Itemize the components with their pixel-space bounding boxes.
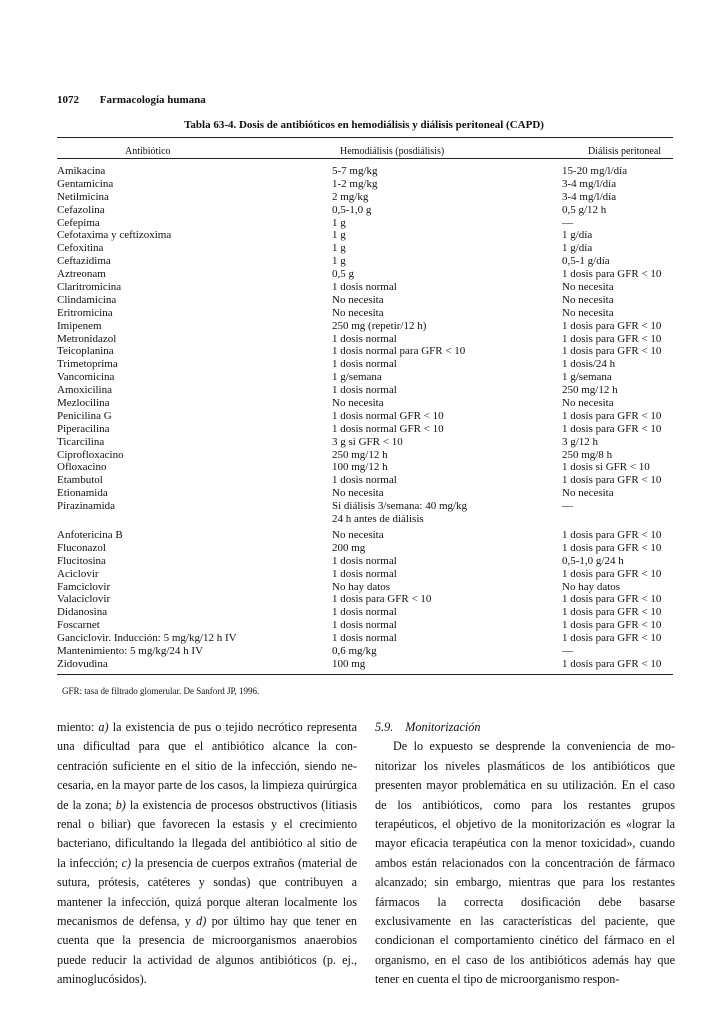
- table-row: [57, 294, 677, 307]
- table-header-rule: [57, 158, 673, 159]
- table-row: [57, 658, 677, 671]
- cell-hemodialysis: No hay datos: [332, 580, 391, 593]
- table-row: [57, 529, 677, 542]
- cell-peritoneal: —: [562, 644, 573, 657]
- cell-peritoneal: 1 dosis para GFR < 10: [562, 332, 662, 345]
- list-marker: d): [196, 914, 207, 929]
- cell-antibiotic: Gentamicina: [57, 177, 114, 190]
- list-marker: b): [115, 797, 126, 812]
- cell-antibiotic: Ciprofloxacino: [57, 448, 124, 461]
- cell-hemodialysis: 0,5-1,0 g: [332, 203, 372, 216]
- cell-hemodialysis: No necesita: [332, 397, 384, 410]
- table-row: [57, 204, 677, 217]
- cell-peritoneal: 3 g/12 h: [562, 435, 599, 448]
- table-row: [57, 487, 677, 500]
- page-header: [57, 94, 206, 106]
- table-row: [57, 242, 677, 255]
- cell-hemodialysis: 2 mg/kg: [332, 190, 369, 203]
- cell-antibiotic: Amikacina: [57, 165, 106, 177]
- cell-antibiotic: Metronidazol: [57, 332, 117, 345]
- table-row: [57, 581, 677, 594]
- cell-peritoneal: No necesita: [562, 306, 614, 319]
- cell-antibiotic: Pirazinamida: [57, 500, 116, 513]
- cell-peritoneal: 15-20 mg/l/día: [562, 165, 628, 177]
- cell-peritoneal: 1 g/semana: [562, 371, 612, 384]
- cell-antibiotic: Mantenimiento: 5 mg/kg/24 h IV: [57, 644, 204, 657]
- table-row: [57, 255, 677, 268]
- section-title: Monitorización: [405, 720, 481, 734]
- cell-hemodialysis: 250 mg/12 h: [332, 448, 388, 461]
- cell-peritoneal: 1 dosis para GFR < 10: [562, 474, 662, 487]
- section-heading: [375, 718, 675, 737]
- cell-peritoneal: 1 g/día: [562, 242, 593, 255]
- cell-hemodialysis: 1 dosis normal para GFR < 10: [332, 345, 466, 358]
- cell-hemodialysis: 1 dosis normal GFR < 10: [332, 409, 444, 422]
- cell-peritoneal: 1 dosis si GFR < 10: [562, 461, 650, 474]
- cell-antibiotic: Imipenem: [57, 319, 102, 332]
- cell-hemodialysis: 1 dosis normal: [332, 554, 397, 567]
- body-paragraph-left: [57, 718, 357, 990]
- cell-hemodialysis: 1 g: [332, 255, 346, 268]
- cell-hemodialysis: 1 g/semana: [332, 371, 382, 384]
- cell-antibiotic: Etionamida: [57, 487, 108, 500]
- cell-peritoneal: 1 dosis para GFR < 10: [562, 528, 662, 541]
- table-row: [57, 606, 677, 619]
- cell-peritoneal: 0,5-1,0 g/24 h: [562, 554, 624, 567]
- body-paragraph-right: De lo expuesto se desprende la conveniencia de monitorizar los niveles plasmáticos de los antibióticos que presenten mayor problemática en su utilización. En el caso de los antibióticos, como para los restantes grupos terapéuticos, el objetivo de la monitorización es «lograr la mayor eficacia terapéutica con la menor toxicidad», cuando ambos están relacionados con la concentración de fármaco alcanzado; sin embargo, mientras que para los restantes fármacos la correcta dosificación debe basarse exclusivamente en las características del paciente, que condicionan el comportamiento cinético del fármaco en el organismo, en el caso de los antibióticos además hay que tener en cuenta el tipo de microorganismo respon-: [375, 739, 675, 987]
- cell-hemodialysis: No necesita: [332, 487, 384, 500]
- cell-antibiotic: Foscarnet: [57, 619, 100, 632]
- table-row: [57, 619, 677, 632]
- table-row: [57, 474, 677, 487]
- list-marker: c): [121, 855, 132, 870]
- table-row: [57, 229, 677, 242]
- cell-peritoneal: 1 dosis para GFR < 10: [562, 619, 662, 632]
- cell-peritoneal: 1 dosis para GFR < 10: [562, 422, 662, 435]
- cell-peritoneal: 250 mg/12 h: [562, 384, 618, 397]
- table-row: [57, 461, 677, 474]
- table-row: [57, 645, 677, 658]
- cell-hemodialysis: 1 dosis normal: [332, 332, 397, 345]
- text-segment: la presencia de cuerpos extraños (material de sutura, prótesis, catéteres y sondas) que contribuyen a mantener la infección, quizá porque alteran localmente los mecanismos de defensa, y: [57, 855, 357, 929]
- cell-antibiotic: Penicilina G: [57, 409, 112, 422]
- cell-hemodialysis: 3 g si GFR < 10: [332, 435, 403, 448]
- cell-peritoneal: 250 mg/8 h: [562, 448, 613, 461]
- cell-peritoneal: No necesita: [562, 487, 614, 500]
- table-row: [57, 436, 677, 449]
- cell-hemodialysis: 0,6 mg/kg: [332, 644, 377, 657]
- cell-antibiotic: Claritromicina: [57, 281, 122, 294]
- cell-antibiotic: Ofloxacino: [57, 461, 107, 474]
- cell-antibiotic: Fluconazol: [57, 541, 106, 554]
- cell-hemodialysis: 1 dosis normal: [332, 632, 397, 645]
- cell-peritoneal: 1 dosis para GFR < 10: [562, 409, 662, 422]
- cell-peritoneal: 1 dosis para GFR < 10: [562, 345, 662, 358]
- cell-hemodialysis: 1 dosis normal: [332, 619, 397, 632]
- cell-peritoneal: 1 dosis para GFR < 10: [562, 606, 662, 619]
- cell-antibiotic: Flucitosina: [57, 554, 106, 567]
- column-header-peritoneal: Diálisis peritoneal: [588, 146, 662, 157]
- cell-antibiotic: Cefazolina: [57, 203, 105, 216]
- cell-hemodialysis: 1 dosis normal: [332, 358, 397, 371]
- text-segment: miento:: [57, 720, 99, 734]
- body-column-left: [57, 718, 357, 990]
- cell-hemodialysis: Si diálisis 3/semana: 40 mg/kg: [332, 500, 468, 513]
- column-header-antibiotic: Antibiótico: [125, 146, 171, 157]
- table-caption: Tabla 63-4. Dosis de antibióticos en hemodiálisis y diálisis peritoneal (CAPD): [184, 119, 544, 131]
- cell-peritoneal: 1 dosis para GFR < 10: [562, 632, 662, 645]
- cell-hemodialysis: 1 dosis normal GFR < 10: [332, 422, 444, 435]
- cell-peritoneal: 1 g/día: [562, 229, 593, 242]
- cell-peritoneal: —: [562, 500, 573, 513]
- cell-hemodialysis: No necesita: [332, 528, 384, 541]
- cell-hemodialysis: 0,5 g: [332, 268, 354, 281]
- cell-antibiotic: Mezlocilina: [57, 397, 110, 410]
- column-header-hemodialysis: Hemodiálisis (posdiálisis): [340, 146, 445, 157]
- table-body: [57, 165, 677, 671]
- table-row: [57, 449, 677, 462]
- table-row: [57, 555, 677, 568]
- cell-hemodialysis: 1 dosis normal: [332, 567, 397, 580]
- cell-peritoneal: 1 dosis para GFR < 10: [562, 593, 662, 606]
- cell-antibiotic: Ceftazidima: [57, 255, 111, 268]
- table-row: [57, 178, 677, 191]
- table-row: [57, 191, 677, 204]
- cell-hemodialysis: 1 g: [332, 216, 346, 229]
- cell-hemodialysis: 24 h antes de diálisis: [332, 513, 424, 526]
- text-segment: por último hay que tener en cuenta que la presencia de microorganismos anaerobios puede reducir la actividad de algunos antibióticos (p. ej., aminoglucósidos).: [57, 914, 357, 987]
- cell-peritoneal: —: [562, 216, 573, 229]
- cell-antibiotic: Teicoplanina: [57, 345, 114, 358]
- table-bottom-rule: [57, 674, 673, 675]
- table-row: [57, 345, 677, 358]
- cell-peritoneal: 3-4 mg/l/día: [562, 190, 617, 203]
- cell-peritoneal: 1 dosis para GFR < 10: [562, 567, 662, 580]
- cell-peritoneal: No necesita: [562, 293, 614, 306]
- table-row: [57, 281, 677, 294]
- table-row: [57, 410, 677, 423]
- cell-peritoneal: 1 dosis para GFR < 10: [562, 319, 662, 332]
- cell-hemodialysis: 1 dosis normal: [332, 606, 397, 619]
- cell-hemodialysis: 5-7 mg/kg: [332, 165, 378, 177]
- cell-antibiotic: Anfotericina B: [57, 528, 123, 541]
- cell-antibiotic: Amoxicilina: [57, 384, 112, 397]
- cell-antibiotic: Famciclovir: [57, 580, 111, 593]
- table-row: [57, 384, 677, 397]
- cell-hemodialysis: No necesita: [332, 293, 384, 306]
- cell-hemodialysis: 200 mg: [332, 541, 366, 554]
- list-marker: a): [98, 720, 109, 734]
- table-row: [57, 397, 677, 410]
- cell-antibiotic: Trimetoprima: [57, 358, 118, 371]
- cell-antibiotic: Piperacilina: [57, 422, 110, 435]
- cell-hemodialysis: 1-2 mg/kg: [332, 177, 378, 190]
- cell-antibiotic: Aztreonam: [57, 268, 106, 281]
- cell-peritoneal: 1 dosis para GFR < 10: [562, 541, 662, 554]
- cell-peritoneal: 3-4 mg/l/día: [562, 177, 617, 190]
- cell-antibiotic: Clindamicina: [57, 293, 117, 306]
- cell-hemodialysis: No necesita: [332, 306, 384, 319]
- table-row: [57, 333, 677, 346]
- cell-antibiotic: Ticarcilina: [57, 435, 105, 448]
- cell-peritoneal: 0,5 g/12 h: [562, 203, 607, 216]
- table-row: [57, 371, 677, 384]
- table-row: [57, 268, 677, 281]
- cell-hemodialysis: 1 dosis normal: [332, 474, 397, 487]
- section-number: 5.9.: [375, 720, 394, 734]
- table-row: [57, 217, 677, 230]
- cell-antibiotic: Netilmicina: [57, 190, 109, 203]
- cell-peritoneal: No necesita: [562, 397, 614, 410]
- cell-peritoneal: 1 dosis/24 h: [562, 358, 616, 371]
- cell-peritoneal: 1 dosis para GFR < 10: [562, 657, 662, 670]
- cell-peritoneal: 1 dosis para GFR < 10: [562, 268, 662, 281]
- cell-antibiotic: Zidovudina: [57, 657, 108, 670]
- table-row: [57, 307, 677, 320]
- body-column-right: [375, 718, 675, 990]
- table-row: [57, 165, 677, 178]
- cell-antibiotic: Aciclovir: [57, 567, 99, 580]
- cell-hemodialysis: 1 g: [332, 242, 346, 255]
- table-row: [57, 358, 677, 371]
- cell-hemodialysis: 250 mg (repetir/12 h): [332, 319, 427, 332]
- cell-antibiotic: Didanosina: [57, 606, 108, 619]
- cell-antibiotic: Cefoxitina: [57, 242, 104, 255]
- cell-antibiotic: Eritromicina: [57, 306, 113, 319]
- cell-antibiotic: Vancomicina: [57, 371, 115, 384]
- cell-peritoneal: No hay datos: [562, 580, 621, 593]
- cell-hemodialysis: 100 mg: [332, 657, 366, 670]
- table-row: [57, 423, 677, 436]
- cell-antibiotic: Etambutol: [57, 474, 103, 487]
- cell-hemodialysis: 1 dosis normal: [332, 384, 397, 397]
- cell-antibiotic: Ganciclovir. Inducción: 5 mg/kg/12 h IV: [57, 632, 237, 645]
- cell-peritoneal: No necesita: [562, 281, 614, 294]
- cell-hemodialysis: 1 dosis normal: [332, 281, 397, 294]
- cell-hemodialysis: 1 dosis para GFR < 10: [332, 593, 432, 606]
- table-footnote: GFR: tasa de filtrado glomerular. De Sanford JP, 1996.: [62, 686, 260, 696]
- table-row: [57, 542, 677, 555]
- cell-antibiotic: Valaciclovir: [57, 593, 111, 606]
- table-row: [57, 632, 677, 645]
- table-row: [57, 500, 677, 513]
- running-title: Farmacología humana: [99, 94, 206, 106]
- table-row: [57, 513, 677, 526]
- cell-antibiotic: Cefotaxima y ceftizoxima: [57, 229, 172, 242]
- table-row: [57, 320, 677, 333]
- text-segment: la existencia de pus o tejido necrótico representa una dificultad para que el antibiótico alcance la concentración suficiente en el sitio de la infección, siendo necesaria, en la mayor parte de los casos, la limpieza quirúrgica de la zona;: [57, 720, 357, 812]
- table-row: [57, 568, 677, 581]
- table-row: [57, 593, 677, 606]
- table-top-rule: [57, 137, 673, 138]
- cell-antibiotic: Cefepima: [57, 216, 100, 229]
- text-segment: la existencia de procesos obstructivos (litiasis renal o biliar) que favorecen la estasis y el crecimiento bacteriano, dificultando la llegada del antibiótico al sitio de la infección;: [57, 797, 357, 870]
- page-number: 1072: [57, 94, 79, 106]
- cell-hemodialysis: 1 g: [332, 229, 346, 242]
- cell-peritoneal: 0,5-1 g/día: [562, 255, 610, 268]
- cell-hemodialysis: 100 mg/12 h: [332, 461, 388, 474]
